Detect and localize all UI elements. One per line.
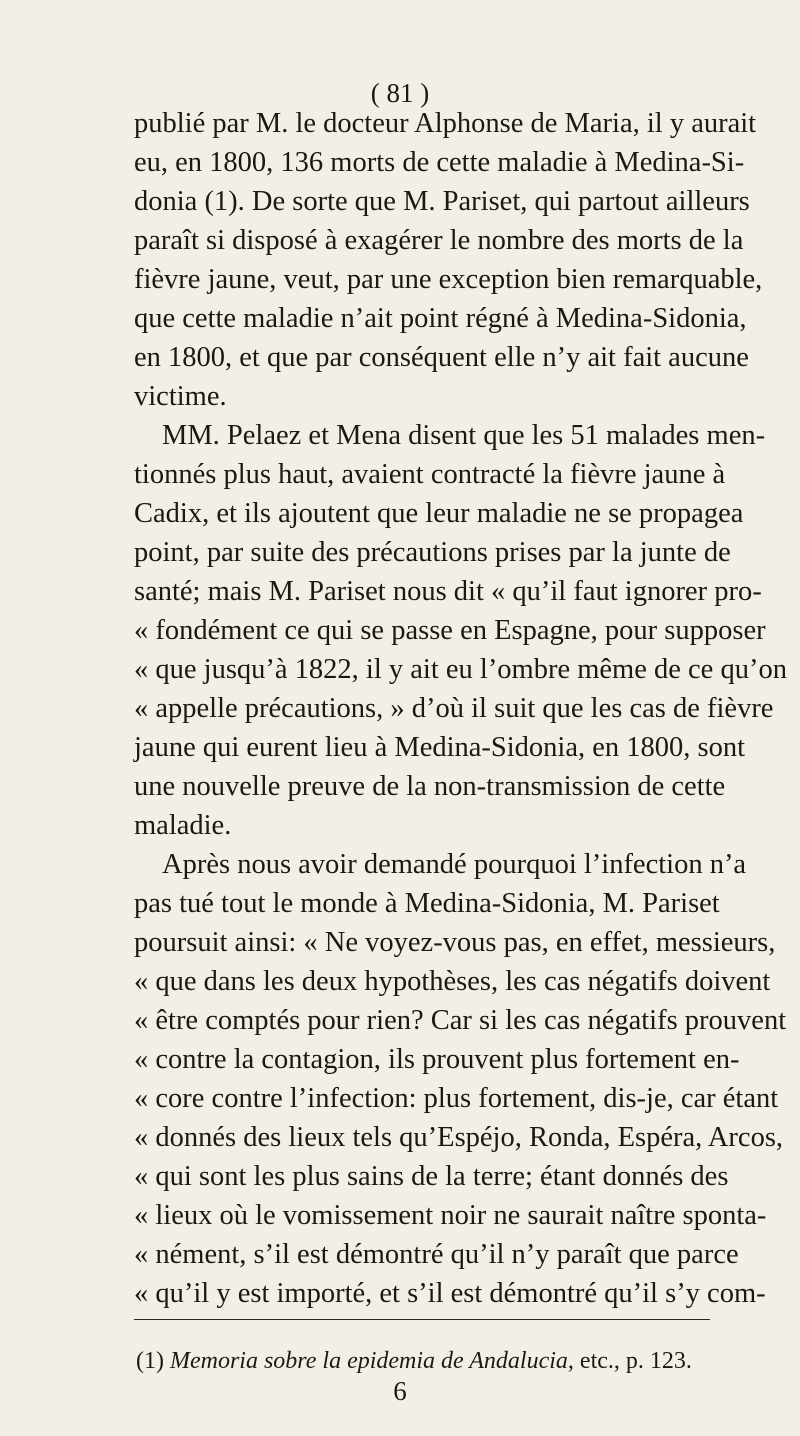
text-line: paraît si disposé à exagérer le nombre des morts de la [134,225,744,256]
text-line: donia (1). De sorte que M. Pariset, qui partout ailleurs [134,186,750,217]
text-line: Cadix, et ils ajoutent que leur maladie ne se propagea [134,498,744,529]
text-line: « que dans les deux hypothèses, les cas négatifs doivent [134,966,771,997]
text-line: en 1800, et que par conséquent elle n’y ait fait aucune [134,342,749,373]
signature-mark: 6 [393,1376,407,1406]
text-line: maladie. [134,810,232,841]
text-line: santé; mais M. Pariset nous dit « qu’il faut ignorer pro- [134,576,762,607]
body-text [134,104,787,1313]
text-line: « donnés des lieux tels qu’Espéjo, Ronda, Espéra, Arcos, [134,1122,784,1153]
text-line: MM. Pelaez et Mena disent que les 51 malades men- [162,420,766,451]
text-line: publié par M. le docteur Alphonse de Maria, il y aurait [134,108,757,139]
text-line: point, par suite des précautions prises par la junte de [134,537,731,568]
text-line: victime. [134,381,227,412]
text-line: que cette maladie n’ait point régné à Medina-Sidonia, [134,303,747,334]
text-line: jaune qui eurent lieu à Medina-Sidonia, en 1800, sont [134,732,746,763]
footnote-title: Memoria sobre la epidemia de Andalucia [169,1348,568,1374]
text-line: « que jusqu’à 1822, il y ait eu l’ombre même de ce qu’on [134,654,787,685]
footnote-divider [134,1319,710,1320]
text-line: tionnés plus haut, avaient contracté la fièvre jaune à [134,459,726,490]
text-line: « qu’il y est importé, et s’il est démontré qu’il s’y com- [134,1278,766,1309]
footnote-reference: , etc., p. 123. [567,1348,692,1374]
text-line: « core contre l’infection: plus fortement, dis-je, car étant [134,1083,779,1114]
text-line: « qui sont les plus sains de la terre; étant donnés des [134,1161,729,1192]
text-line: « contre la contagion, ils prouvent plus fortement en- [134,1044,740,1075]
text-line: « être comptés pour rien? Car si les cas négatifs prouvent [134,1005,787,1036]
text-line: « lieux où le vomissement noir ne saurait naître sponta- [134,1200,767,1231]
footnote-marker: (1) [136,1348,164,1374]
text-line: « fondément ce qui se passe en Espagne, pour supposer [134,615,766,646]
text-line: une nouvelle preuve de la non-transmission de cette [134,771,726,802]
text-line: fièvre jaune, veut, par une exception bien remarquable, [134,264,763,295]
footnote [136,1347,710,1375]
text-line: pas tué tout le monde à Medina-Sidonia, M. Pariset [134,888,720,919]
text-line: « nément, s’il est démontré qu’il n’y paraît que parce [134,1239,739,1270]
text-line: Après nous avoir demandé pourquoi l’infection n’a [162,849,747,880]
text-line: poursuit ainsi: « Ne voyez-vous pas, en effet, messieurs, [134,927,776,958]
text-line: « appelle précautions, » d’où il suit que les cas de fièvre [134,693,774,724]
page-number: ( 81 ) [370,78,430,108]
text-line: eu, en 1800, 136 morts de cette maladie à Medina-Si- [134,147,745,178]
